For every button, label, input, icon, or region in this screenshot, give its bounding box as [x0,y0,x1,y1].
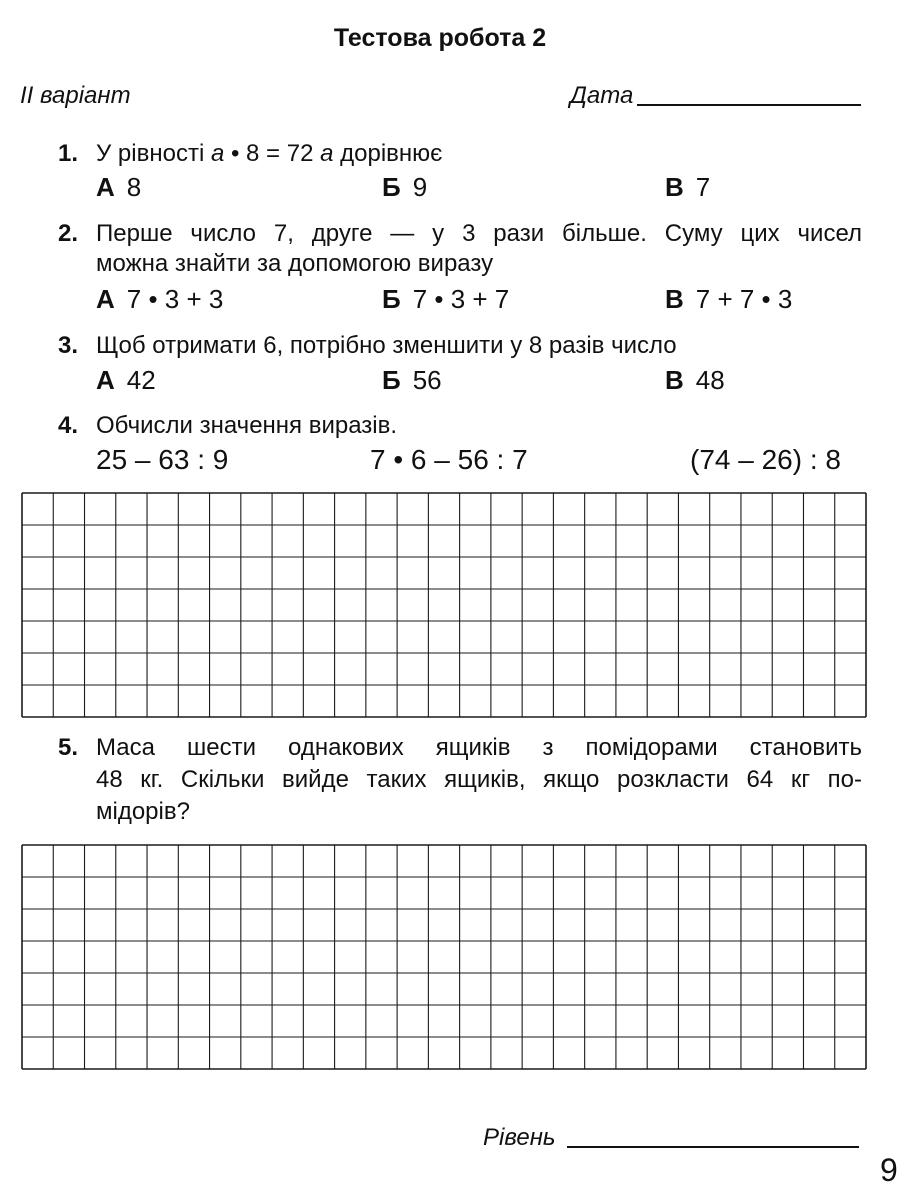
question-1-option-b[interactable]: Б 9 [382,172,428,202]
question-2-option-c[interactable]: В 7 + 7 • 3 [665,284,793,314]
question-1-option-c[interactable]: В 7 [665,172,711,202]
level-input-line[interactable] [567,1146,859,1148]
date-label: Дата [570,82,634,109]
question-2-option-a[interactable]: А 7 • 3 + 3 [96,284,224,314]
question-4-expression-1: 25 – 63 : 9 [96,444,229,475]
question-1-number: 1. [58,140,79,167]
date-input-line[interactable] [637,104,861,106]
question-5-line-3: мідорів? [96,798,190,825]
question-3-option-b[interactable]: Б 56 [382,365,442,395]
question-5-number: 5. [58,734,79,761]
question-4-expression-3: (74 – 26) : 8 [690,444,841,475]
question-1-text: У рівності a • 8 = 72 a дорівнює [96,140,443,167]
answer-grid-1[interactable] [21,492,867,718]
question-3-option-a[interactable]: А 42 [96,365,156,395]
question-4-number: 4. [58,412,79,439]
page-number: 9 [880,1152,898,1188]
variant-label: II варіант [20,82,131,109]
answer-grid-2[interactable] [21,844,867,1070]
question-2-number: 2. [58,220,79,247]
question-4-expression-2: 7 • 6 – 56 : 7 [370,444,528,475]
question-2-line-1: Перше число 7, друге — у 3 рази більше. Суму цих чисел [96,220,862,247]
question-1-option-a[interactable]: А 8 [96,172,142,202]
question-5-line-2: 48 кг. Скільки вийде таких ящиків, якщо розкласти 64 кг по- [96,766,862,793]
question-4-text: Обчисли значення виразів. [96,412,398,439]
question-3-text: Щоб отримати 6, потрібно зменшити у 8 разів число [96,332,677,359]
question-5-line-1: Маса шести однакових ящиків з помідорами становить [96,734,862,761]
level-label: Рівень [483,1124,556,1151]
question-3-number: 3. [58,332,79,359]
question-2-line-2: можна знайти за допомогою виразу [96,250,494,277]
question-2-option-b[interactable]: Б 7 • 3 + 7 [382,284,510,314]
page-title: Тестова робота 2 [333,24,547,52]
question-3-option-c[interactable]: В 48 [665,365,725,395]
